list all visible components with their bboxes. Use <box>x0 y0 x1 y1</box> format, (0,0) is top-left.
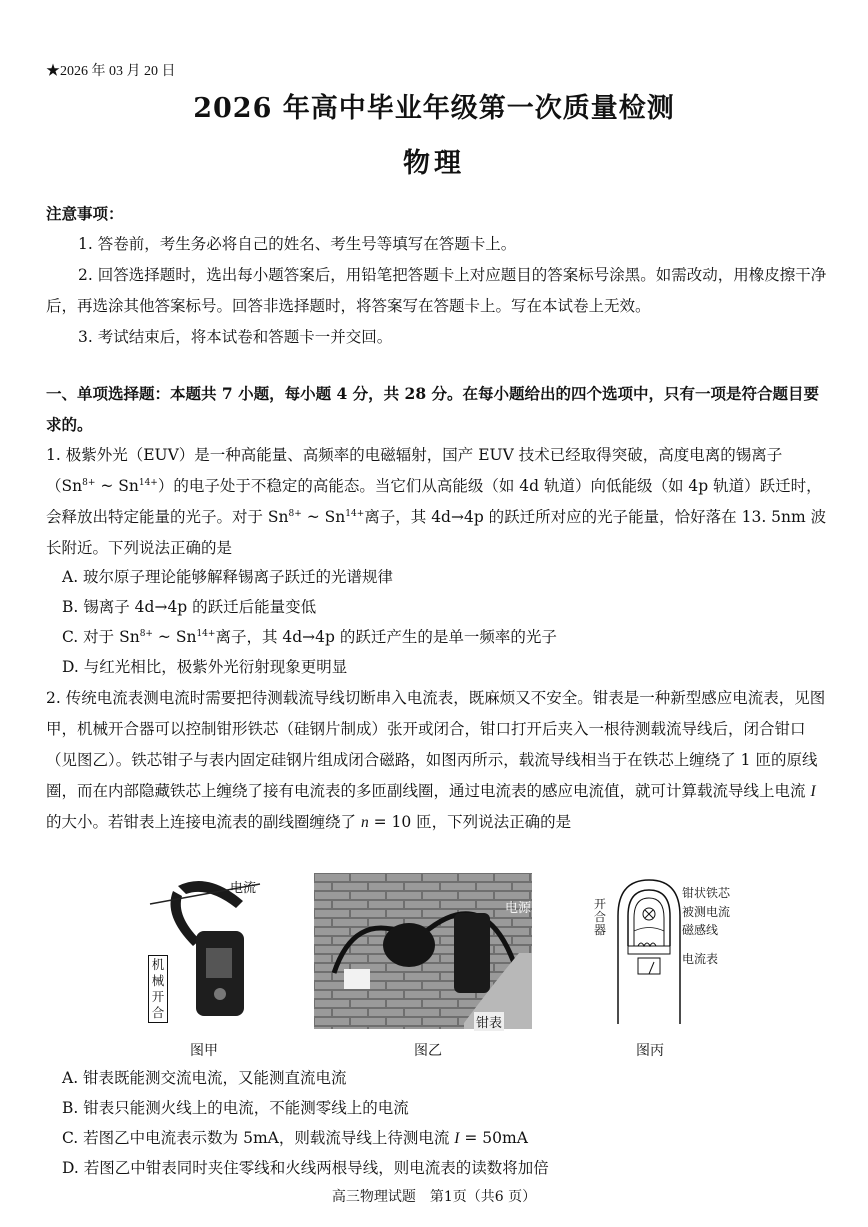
q2-option-d[interactable]: D. 若图乙中钳表同时夹住零线和火线两根导线，则电流表的读数将加倍 <box>62 1159 549 1177</box>
q2-text-1: 2. 传统电流表测电流时需要把待测载流导线切断串入电流表，既麻烦又不安全。钳表是一种新型感应电流表，见图甲，机械开合器可以控制钳形铁芯（硅钢片制成）张开或闭合，钳口打开后夹入一根待测载流导线后，闭合钳口（见图乙）。铁芯钳子与表内固定硅钢片组成闭合磁路，如图丙所示，载流导线相当于在铁芯上缠绕了 1 匝的原线圈，而在内部隐藏铁芯上缠绕了接有电流表的多匝副线圈，通过电流表的感应电流值，就可计算载流导线上电流 <box>46 689 826 800</box>
q1-option-d[interactable]: D. 与红光相比，极紫外光衍射现象更明显 <box>62 658 348 676</box>
q1-optc-sup-1: 8+ <box>139 628 153 639</box>
q1-option-c[interactable] <box>62 622 557 652</box>
figure-yi <box>314 873 532 1029</box>
q1-optc-text-3: 离子，其 4d→4p 的跃迁产生的是单一频率的光子 <box>215 628 557 646</box>
q1-optc-text-1: C. 对于 Sn <box>62 628 140 646</box>
figure-jia-caption: 图甲 <box>190 1043 218 1059</box>
page-footer: 高三物理试题 第1页（共6 页） <box>331 1189 537 1205</box>
q1-sup-3: 8+ <box>288 508 302 519</box>
fig3-label-core: 钳状铁芯 <box>682 886 731 900</box>
q2-option-a[interactable]: A. 钳表既能测交流电流，又能测直流电流 <box>62 1069 347 1087</box>
q2-option-b[interactable]: B. 钳表只能测火线上的电流，不能测零线上的电流 <box>62 1099 409 1117</box>
fig2-label-clamp: 钳表 <box>474 1012 504 1031</box>
figure-bing-caption: 图丙 <box>636 1043 664 1059</box>
q1-text-3: ）的电子处于不稳定的高能态。当它们从高能级（如 4d 轨道）向低能级（如 4p 轨道）跃迁时，会释放出特定能量的光子。对于 Sn <box>46 477 822 526</box>
q1-optc-text-2: ~ Sn <box>152 628 197 646</box>
q2-optc-var-i: I <box>454 1130 460 1147</box>
figure-yi-caption: 图乙 <box>414 1043 442 1059</box>
question-1-stem <box>46 440 831 564</box>
clamp-schematic-drawing <box>614 876 684 1024</box>
exam-title: 2026 年高中毕业年级第一次质量检测 <box>193 93 675 124</box>
q1-text-4: ~ Sn <box>301 508 346 526</box>
fig2-label-power: 电源 <box>505 901 532 916</box>
q1-optc-sup-2: 14+ <box>196 628 216 639</box>
question-2-stem <box>46 683 831 838</box>
note-item-1: 1. 答卷前，考生务必将自己的姓名、考生号等填写在答题卡上。 <box>78 235 517 253</box>
exam-subject: 物理 <box>403 148 465 179</box>
q2-text-2: 的大小。若钳表上连接电流表的副线圈缠绕了 <box>46 813 361 831</box>
q1-sup-4: 14+ <box>345 508 365 519</box>
fig3-label-meter: 电流表 <box>682 952 719 966</box>
figure-bing <box>614 876 684 1024</box>
q1-option-b[interactable]: B. 锡离子 4d→4p 的跃迁后能量变低 <box>62 598 317 616</box>
notes-heading: 注意事项： <box>46 204 124 223</box>
fig3-label-wire: 被测电流 <box>682 905 731 919</box>
q1-text-5: 离子，其 4d→4p 的跃迁所对应的光子能量，恰好落在 13. 5nm 波长附近。下列说法正确的是 <box>46 508 827 557</box>
clamp-photo-drawing <box>314 873 532 1029</box>
q2-text-3: = 10 匝，下列说法正确的是 <box>368 813 572 831</box>
q1-text-1: 1. 极紫外光（EUV）是一种高能量、高频率的电磁辐射，国产 EUV 技术已经取得突破，高度电离的锡离子（Sn <box>46 446 783 495</box>
fig1-label-current: 电流 <box>230 881 257 896</box>
note-item-2: 2. 回答选择题时，选出每小题答案后，用铅笔把答题卡上对应题目的答案标号涂黑。如需改动，用橡皮擦干净后，再选涂其他答案标号。回答非选择题时，将答案写在答题卡上。写在本试卷上无效。 <box>46 266 827 315</box>
fig1-label-switch: 机械开合 <box>148 955 168 1023</box>
q1-option-a[interactable]: A. 玻尔原子理论能够解释锡离子跃迁的光谱规律 <box>62 568 394 586</box>
q2-optc-text-1: C. 若图乙中电流表示数为 5mA，则载流导线上待测电流 <box>62 1129 455 1147</box>
q1-text-2: ~ Sn <box>95 477 139 495</box>
fig3-label-field: 磁感线 <box>682 923 719 937</box>
q1-sup-1: 8+ <box>82 477 96 488</box>
section1-heading: 一、单项选择题：本题共 7 小题，每小题 4 分，共 28 分。在每小题给出的四个选项中，只有一项是符合题目要求的。 <box>46 384 820 434</box>
note-item-3: 3. 考试结束后，将本试卷和答题卡一并交回。 <box>78 328 393 346</box>
q2-optc-text-2: = 50mA <box>459 1129 528 1147</box>
q1-sup-2: 14+ <box>138 477 158 488</box>
q2-var-n: n <box>360 814 369 831</box>
q2-option-c[interactable] <box>62 1123 528 1154</box>
exam-date: ★2026 年 03 月 20 日 <box>46 64 176 79</box>
fig3-label-switch: 开合器 <box>594 897 607 937</box>
q2-var-i: I <box>810 783 816 800</box>
